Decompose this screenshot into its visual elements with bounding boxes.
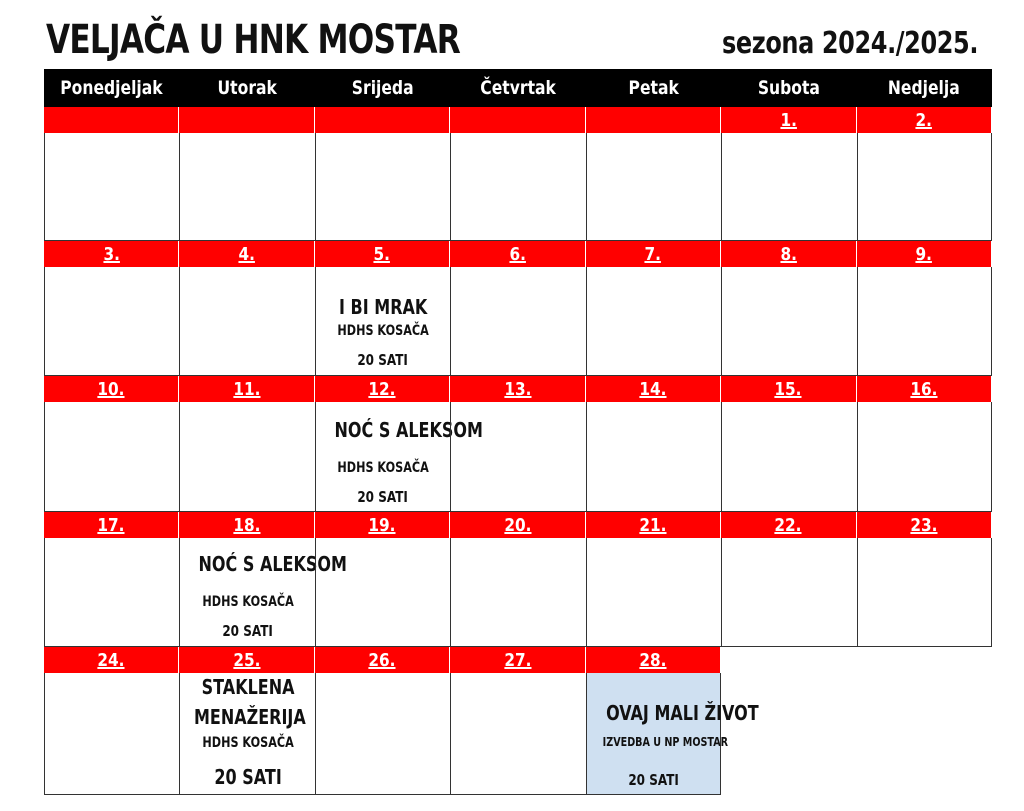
day-body	[179, 267, 314, 376]
weekday-sunday: Nedjelja	[888, 77, 961, 99]
weekday-tuesday: Utorak	[217, 77, 277, 99]
day-body	[315, 538, 450, 647]
event-venue: HDHS KOSAČA	[337, 323, 429, 339]
weekday-header	[44, 69, 992, 107]
event-time: 20 SATI	[213, 765, 282, 789]
day-cell	[179, 512, 348, 647]
day-body	[450, 402, 585, 512]
day-cell	[721, 512, 856, 647]
event-time: 20 SATI	[357, 488, 409, 506]
page-title: VELJAČA U HNK MOSTAR	[46, 17, 460, 63]
day-body	[721, 538, 856, 647]
event-time: 20 SATI	[222, 622, 273, 640]
event-venue: IZVEDBA U NP MOSTAR	[602, 735, 728, 749]
day-body	[179, 673, 314, 795]
day-cell	[315, 512, 450, 647]
day-cell	[857, 376, 992, 512]
day-number: 11.	[179, 376, 314, 402]
day-cell	[857, 107, 992, 241]
season-label: sezona 2024./2025.	[721, 26, 978, 61]
day-body	[586, 267, 721, 376]
day-cell	[450, 241, 585, 376]
day-cell	[315, 647, 450, 795]
event-venue: HDHS KOSAČA	[201, 735, 294, 751]
day-body	[450, 673, 585, 795]
day-number	[179, 107, 314, 133]
day-cell	[179, 107, 314, 241]
day-number: 15.	[721, 376, 856, 402]
day-body	[586, 133, 721, 241]
day-number: 6.	[450, 241, 585, 267]
day-number: 28.	[586, 647, 721, 673]
day-number: 25.	[179, 647, 314, 673]
event-title-line2: MENAŽERIJA	[194, 705, 307, 729]
day-cell	[450, 647, 585, 795]
day-cell	[179, 376, 314, 512]
empty-cell	[721, 647, 856, 795]
day-cell	[721, 107, 856, 241]
day-cell	[857, 512, 992, 647]
day-body	[44, 133, 179, 241]
day-number: 21.	[586, 512, 721, 538]
day-body	[857, 267, 992, 376]
day-cell	[586, 241, 721, 376]
day-cell	[586, 107, 721, 241]
day-number	[44, 107, 179, 133]
day-cell	[315, 107, 450, 241]
day-number: 27.	[450, 647, 585, 673]
day-cell	[721, 376, 856, 512]
day-body	[857, 538, 992, 647]
day-body	[857, 133, 992, 241]
day-body	[586, 402, 721, 512]
day-number	[450, 107, 585, 133]
day-body	[315, 673, 450, 795]
day-number: 20.	[450, 512, 585, 538]
day-cell	[315, 241, 450, 376]
day-number: 19.	[315, 512, 450, 538]
day-cell	[44, 647, 179, 795]
empty-cell	[857, 647, 992, 795]
day-cell	[721, 241, 856, 376]
weekday-wednesday: Srijeda	[351, 77, 414, 99]
week-row	[44, 107, 992, 241]
day-number	[315, 107, 450, 133]
day-cell	[44, 376, 179, 512]
event-time: 20 SATI	[628, 771, 679, 789]
day-body	[450, 133, 585, 241]
day-cell	[179, 241, 314, 376]
day-number: 22.	[721, 512, 856, 538]
day-number: 10.	[44, 376, 179, 402]
day-body	[315, 402, 483, 512]
day-body	[44, 267, 179, 376]
day-cell	[450, 376, 585, 512]
day-number: 4.	[179, 241, 314, 267]
day-body	[721, 402, 856, 512]
day-body	[179, 133, 314, 241]
day-number: 18.	[179, 512, 314, 538]
day-body	[857, 402, 992, 512]
day-cell	[450, 107, 585, 241]
event-title: NOĆ S ALEKSOM	[334, 418, 483, 442]
weekday-thursday: Četvrtak	[480, 77, 556, 99]
day-body	[44, 402, 179, 512]
event-title: OVAJ MALI ŽIVOT	[605, 701, 759, 725]
day-cell	[44, 107, 179, 241]
day-cell	[586, 376, 721, 512]
empty-body	[857, 673, 992, 795]
day-number: 23.	[857, 512, 992, 538]
day-body	[721, 267, 856, 376]
day-number: 7.	[586, 241, 721, 267]
day-body	[315, 267, 450, 376]
weekday-saturday: Subota	[757, 77, 820, 99]
empty-number	[857, 647, 992, 673]
day-number: 12.	[315, 376, 450, 402]
calendar	[44, 69, 992, 795]
day-number: 13.	[450, 376, 585, 402]
day-number: 1.	[721, 107, 856, 133]
day-number: 24.	[44, 647, 179, 673]
weekday-friday: Petak	[628, 77, 679, 99]
day-number: 8.	[721, 241, 856, 267]
day-body	[44, 538, 179, 647]
event-title: NOĆ S ALEKSOM	[198, 552, 348, 576]
day-body	[315, 133, 450, 241]
day-body	[450, 538, 585, 647]
day-body	[586, 538, 721, 647]
day-cell	[450, 512, 585, 647]
day-cell	[44, 241, 179, 376]
day-number: 5.	[315, 241, 450, 267]
day-body	[179, 402, 314, 512]
day-number: 17.	[44, 512, 179, 538]
day-number: 3.	[44, 241, 179, 267]
event-title-line1: STAKLENA	[201, 675, 295, 699]
week-row	[44, 647, 992, 795]
day-cell	[44, 512, 179, 647]
day-body	[450, 267, 585, 376]
day-cell	[857, 241, 992, 376]
day-number	[586, 107, 721, 133]
day-number: 14.	[586, 376, 721, 402]
day-body	[179, 538, 348, 647]
day-number: 9.	[857, 241, 992, 267]
day-body	[721, 133, 856, 241]
day-cell	[179, 647, 314, 795]
week-row	[44, 376, 992, 512]
day-body	[44, 673, 179, 795]
week-row	[44, 241, 992, 376]
day-number: 16.	[857, 376, 992, 402]
empty-body	[721, 673, 856, 795]
event-venue: HDHS KOSAČA	[201, 594, 294, 610]
event-time: 20 SATI	[357, 351, 409, 369]
empty-number	[721, 647, 856, 673]
day-number: 2.	[857, 107, 992, 133]
day-body-highlighted	[586, 673, 759, 795]
event-title: I BI MRAK	[338, 295, 428, 319]
day-number: 26.	[315, 647, 450, 673]
event-venue: HDHS KOSAČA	[337, 460, 429, 476]
week-row	[44, 512, 992, 647]
day-cell	[586, 512, 721, 647]
weekday-monday: Ponedjeljak	[60, 77, 163, 99]
day-cell	[586, 647, 759, 795]
day-cell	[315, 376, 483, 512]
